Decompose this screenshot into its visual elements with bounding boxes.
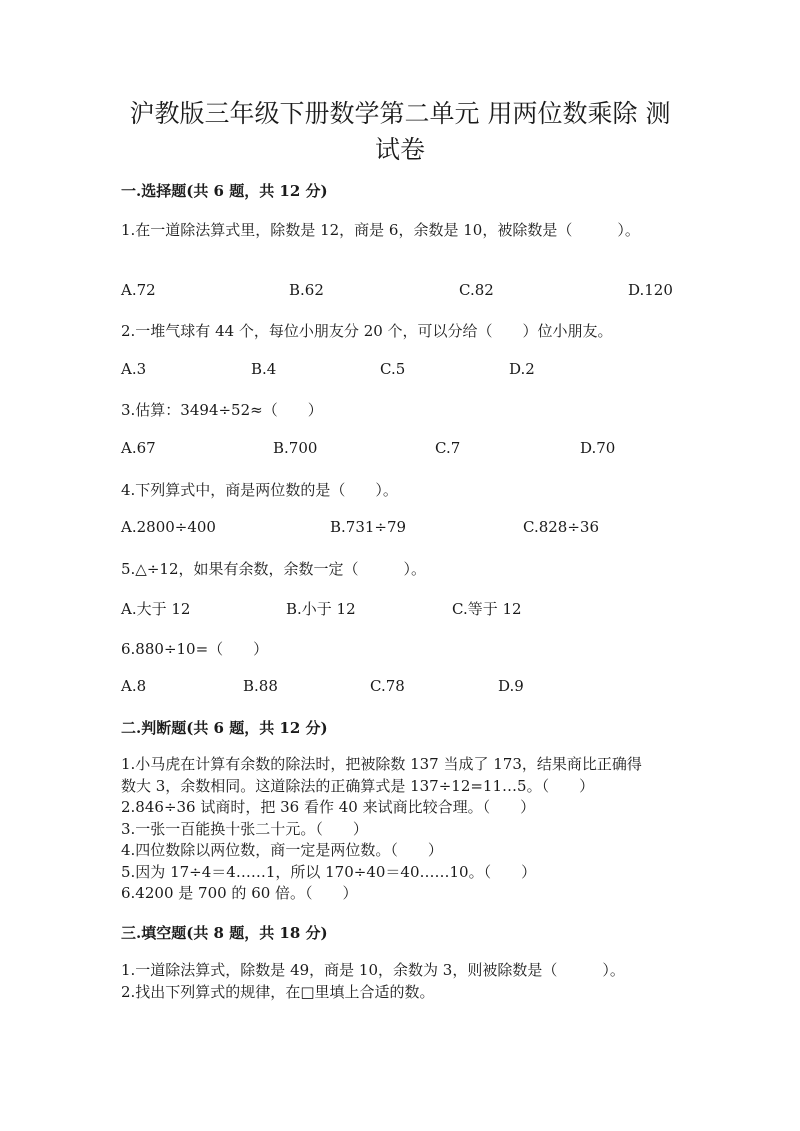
choice-option: B.4 <box>251 360 277 378</box>
choice-option: C.828÷36 <box>523 518 599 536</box>
choice-option: B.小于 12 <box>286 600 356 618</box>
choice-option: A.2800÷400 <box>121 518 216 536</box>
choice-option: B.62 <box>289 281 324 299</box>
choice-option: D.70 <box>580 439 616 457</box>
judge-line: 6.4200 是 700 的 60 倍。（ ） <box>121 884 358 902</box>
choice-option: B.731÷79 <box>330 518 407 536</box>
choice-question-1: 1.在一道除法算式里，除数是 12，商是 6，余数是 10，被除数是（ ）。 <box>121 221 640 239</box>
choice-option: D.2 <box>509 360 535 378</box>
choice-option: B.700 <box>273 439 318 457</box>
exam-title-line-2: 试卷 <box>374 135 425 164</box>
choice-question-3: 3.估算：3494÷52≈（ ） <box>121 401 323 419</box>
fill-line: 2.找出下列算式的规律，在□里填上合适的数。 <box>121 983 435 1001</box>
judge-line: 4.四位数除以两位数，商一定是两位数。（ ） <box>121 841 443 859</box>
exam-title <box>100 96 700 168</box>
fill-line: 1.一道除法算式，除数是 49，商是 10，余数为 3，则被除数是（ ）。 <box>121 961 625 979</box>
choice-option: D.120 <box>628 281 673 299</box>
judge-line: 2.846÷36 试商时，把 36 看作 40 来试商比较合理。（ ） <box>121 798 536 816</box>
judge-line: 数大 3，余数相同。这道除法的正确算式是 137÷12=11…5。（ ） <box>121 776 595 795</box>
judge-line: 3.一张一百能换十张二十元。（ ） <box>121 819 368 838</box>
choice-option: C.82 <box>459 281 494 299</box>
judge-line: 1.小马虎在计算有余数的除法时，把被除数 137 当成了 173，结果商比正确得 <box>121 755 642 773</box>
choice-option: A.大于 12 <box>121 600 191 618</box>
choice-option: C.等于 12 <box>452 600 522 618</box>
section-heading-choice: 一.选择题(共 6 题，共 12 分) <box>121 182 328 200</box>
exam-title-line-1: 沪教版三年级下册数学第二单元 用两位数乘除 测 <box>129 99 671 128</box>
choice-question-5: 5.△÷12，如果有余数，余数一定（ ）。 <box>121 560 427 578</box>
choice-option: C.78 <box>370 677 405 695</box>
section-heading-judge: 二.判断题(共 6 题，共 12 分) <box>121 719 328 737</box>
choice-question-6: 6.880÷10=（ ） <box>121 640 269 658</box>
choice-option: C.7 <box>435 439 461 457</box>
choice-question-4: 4.下列算式中，商是两位数的是（ ）。 <box>121 481 398 499</box>
judge-line: 5.因为 17÷4＝4……1，所以 170÷40＝40……10。（ ） <box>121 862 537 881</box>
choice-option: A.67 <box>121 439 156 457</box>
choice-option: A.3 <box>121 360 147 378</box>
choice-option: A.72 <box>121 281 156 299</box>
choice-question-2: 2.一堆气球有 44 个，每位小朋友分 20 个，可以分给（ ）位小朋友。 <box>121 322 613 340</box>
choice-option: D.9 <box>498 677 524 695</box>
choice-option: C.5 <box>380 360 406 378</box>
fill-question-list <box>121 959 625 1003</box>
judge-question-list <box>121 754 691 905</box>
section-heading-fill: 三.填空题(共 8 题，共 18 分) <box>121 924 328 942</box>
choice-option: A.8 <box>121 677 147 695</box>
choice-option: B.88 <box>243 677 278 695</box>
